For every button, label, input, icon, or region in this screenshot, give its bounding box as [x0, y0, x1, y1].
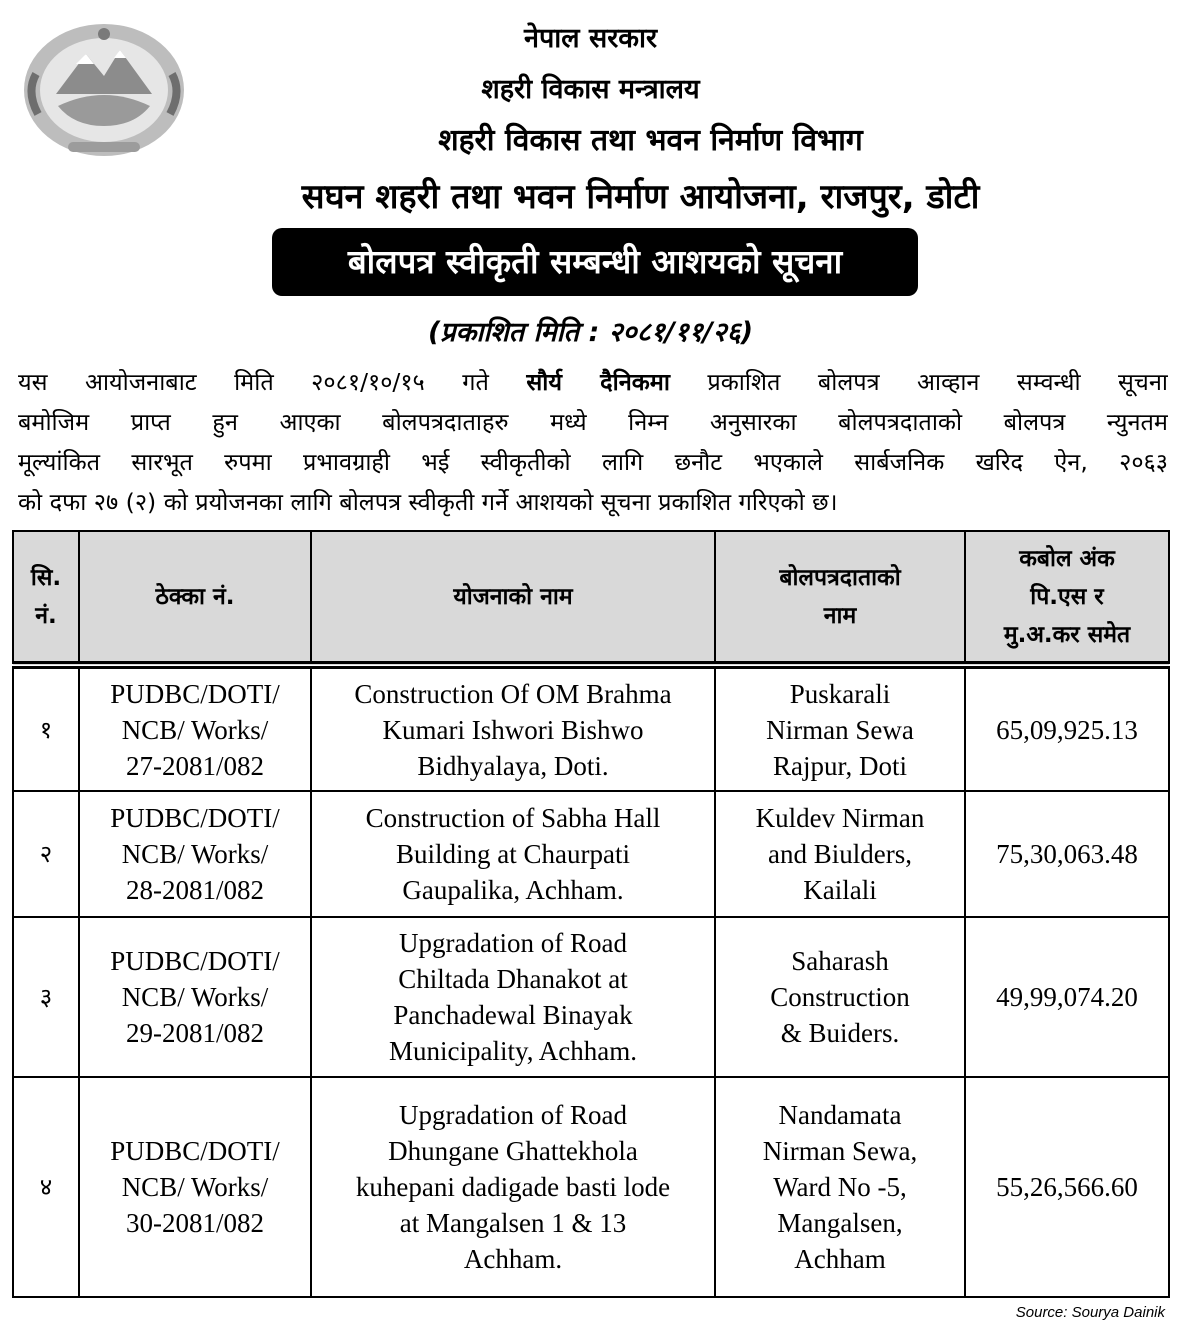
- newspaper-name: सौर्य दैनिकमा: [526, 368, 670, 396]
- source-credit: Source: Sourya Dainik: [1015, 1304, 1165, 1321]
- header-line-2: शहरी विकास मन्त्रालय: [481, 74, 700, 105]
- cell-bidder: Puskarali Nirman Sewa Rajpur, Doti: [715, 665, 965, 791]
- cell-sn: १: [13, 665, 79, 791]
- header-line-1: नेपाल सरकार: [523, 23, 658, 54]
- intro-text: यस आयोजनाबाट मिति २०८१/१०/१५ गते: [18, 368, 527, 396]
- intro-line: मूल्यांकित सारभूत रुपमा प्रभावग्राही भई स्वीकृतीको लागि छनौट भएकाले सार्बजनिक खरिद ऐन, २०६३: [18, 448, 1168, 476]
- cell-sn: २: [13, 791, 79, 917]
- col-header-contract: ठेक्का नं.: [79, 531, 311, 665]
- table-row: [13, 791, 1169, 917]
- cell-amount: 75,30,063.48: [965, 791, 1169, 917]
- intro-paragraph: [18, 362, 1168, 522]
- header-line-4: सघन शहरी तथा भवन निर्माण आयोजना, राजपुर, डोटी: [301, 177, 980, 217]
- header-line-3: शहरी विकास तथा भवन निर्माण विभाग: [438, 123, 863, 158]
- published-date: (प्रकाशित मिति : २०८१/११/२६): [427, 317, 754, 348]
- cell-project: Upgradation of Road Dhungane Ghattekhola kuhepani dadigade basti lode at Mangalsen 1 & 13 Achham.: [311, 1077, 715, 1297]
- cell-bidder: Nandamata Nirman Sewa, Ward No -5, Mangalsen, Achham: [715, 1077, 965, 1297]
- cell-sn: ३: [13, 917, 79, 1077]
- col-header-sn: सि. नं.: [13, 531, 79, 665]
- intro-text: प्रकाशित बोलपत्र आव्हान सम्वन्धी सूचना: [669, 368, 1168, 396]
- cell-bidder: Kuldev Nirman and Biulders, Kailali: [715, 791, 965, 917]
- cell-amount: 49,99,074.20: [965, 917, 1169, 1077]
- bid-table: [12, 530, 1170, 1298]
- intro-line: [18, 362, 1168, 402]
- cell-contract: PUDBC/DOTI/ NCB/ Works/ 28-2081/082: [79, 791, 311, 917]
- cell-contract: PUDBC/DOTI/ NCB/ Works/ 27-2081/082: [79, 665, 311, 791]
- table-header-row: [13, 531, 1169, 665]
- cell-project: Upgradation of Road Chiltada Dhanakot at Panchadewal Binayak Municipality, Achham.: [311, 917, 715, 1077]
- cell-amount: 65,09,925.13: [965, 665, 1169, 791]
- cell-amount: 55,26,566.60: [965, 1077, 1169, 1297]
- cell-bidder: Saharash Construction & Buiders.: [715, 917, 965, 1077]
- table-row: [13, 1077, 1169, 1297]
- notice-title: बोलपत्र स्वीकृती सम्बन्धी आशयको सूचना: [272, 228, 918, 296]
- cell-project: Construction of Sabha Hall Building at Chaurpati Gaupalika, Achham.: [311, 791, 715, 917]
- table-row: [13, 665, 1169, 791]
- intro-line: बमोजिम प्राप्त हुन आएका बोलपत्रदाताहरु मध्ये निम्न अनुसारका बोलपत्रदाताको बोलपत्र न्युनतम: [18, 408, 1168, 436]
- table-row: [13, 917, 1169, 1077]
- cell-contract: PUDBC/DOTI/ NCB/ Works/ 30-2081/082: [79, 1077, 311, 1297]
- col-header-project: योजनाको नाम: [311, 531, 715, 665]
- cell-sn: ४: [13, 1077, 79, 1297]
- intro-line: को दफा २७ (२) को प्रयोजनका लागि बोलपत्र स्वीकृती गर्ने आशयको सूचना प्रकाशित गरिएको छ।: [18, 488, 838, 516]
- col-header-bidder: बोलपत्रदाताको नाम: [715, 531, 965, 665]
- col-header-amount: कबोल अंक पि.एस र मु.अ.कर समेत: [965, 531, 1169, 665]
- cell-contract: PUDBC/DOTI/ NCB/ Works/ 29-2081/082: [79, 917, 311, 1077]
- cell-project: Construction Of OM Brahma Kumari Ishwori Bishwo Bidhyalaya, Doti.: [311, 665, 715, 791]
